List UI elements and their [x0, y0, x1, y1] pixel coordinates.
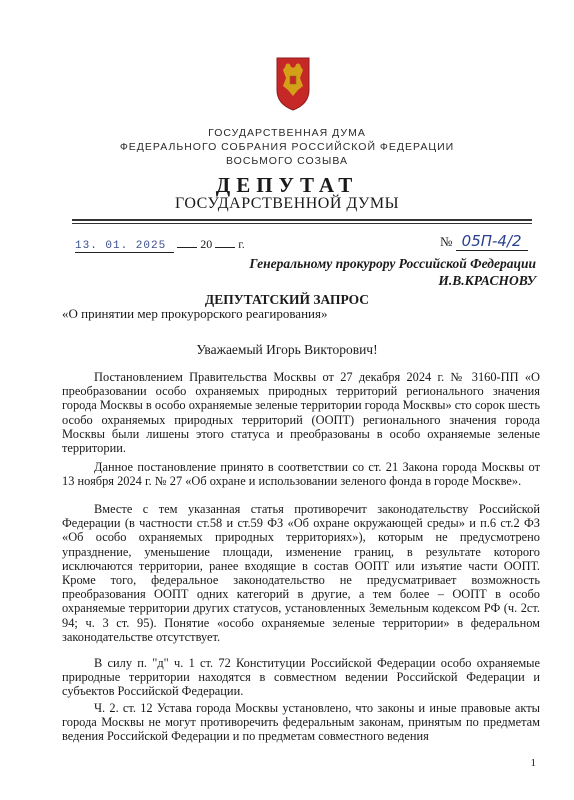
- outgoing-number: [440, 232, 528, 250]
- org-line-assembly: ФЕДЕРАЛЬНОГО СОБРАНИЯ РОССИЙСКОЙ ФЕДЕРАЦИИ: [119, 141, 455, 153]
- paragraph: В силу п. "д" ч. 1 ст. 72 Конституции Российской Федерации особо охраняемые природные территории находятся в совместном ведении Российской Федерации и субъектов Российской Федерации.: [62, 656, 540, 699]
- header-divider-thin: [72, 223, 532, 224]
- org-line-duma: ГОСУДАРСТВЕННАЯ ДУМА: [208, 127, 366, 139]
- addressee-position: Генеральному прокурору Российской Федерации: [249, 256, 536, 271]
- page-number: 1: [530, 757, 536, 769]
- letterhead-subtitle: ГОСУДАРСТВЕННОЙ ДУМЫ: [174, 195, 400, 212]
- document-subject: «О принятии мер прокурорского реагирования»: [62, 306, 328, 321]
- date-line: [75, 237, 245, 253]
- header-divider-thick: [72, 219, 532, 221]
- paragraph: Постановлением Правительства Москвы от 27 декабря 2024 г. № 3160-ПП «О преобразовании особо охраняемых природных территорий регионального значения города Москвы в особо охраняемые зеленые территории города Москвы» сто сорок шесть особо охраняемых природных территорий (ООПТ) регионального значения города Москвы были лишены этого статуса и преобразованы в особо охраняемые зеленые территории.: [62, 370, 540, 456]
- paragraph: Вместе с тем указанная статья противоречит законодательству Российской Федерации (в частности ст.58 и ст.59 ФЗ «Об охране окружающей среды» и п.6 ст.2 ФЗ «Об особо охраняемых природных территориях»), которым не предусмотрено упразднение, уменьшение площади, изменение границ, в результате которого исключаются территории, ранее входящие в состав ООПТ или изъятие части ООПТ. Кроме того, федеральное законодательство не предусматривает возможность преобразования ООПТ одних категорий в другие, а тем более – ООПТ в особо охраняемые территории других статусов, установленных Земельным кодексом РФ (ч. 2ст. 94; ч. 3 ст. 95). Понятие «особо охраняемые зеленые территории» в федеральном законодательстве отсутствует.: [62, 502, 540, 644]
- paragraph: Ч. 2. ст. 12 Устава города Москвы установлено, что законы и иные правовые акты города Москвы не могут противоречить федеральным законам, принятым по предметам ведения Российской Федерации и по предметам совместного ведения: [62, 701, 540, 744]
- date-suffix: г.: [238, 237, 245, 251]
- date-stamp: 13. 01. 2025: [75, 240, 167, 252]
- number-label: №: [440, 234, 453, 249]
- addressee-name: И.В.КРАСНОВУ: [438, 273, 536, 288]
- paragraph: Данное постановление принято в соответствии со ст. 21 Закона города Москвы от 13 ноября 2024 г. № 27 «Об охране и использовании зеленого фонда в городе Москве».: [62, 460, 540, 489]
- document-type-heading: ДЕПУТАТСКИЙ ЗАПРОС: [204, 292, 370, 307]
- number-value: 05П-4/2: [456, 232, 528, 251]
- greeting: Уважаемый Игорь Викторович!: [196, 342, 378, 357]
- org-line-convocation: ВОСЬМОГО СОЗЫВА: [226, 155, 348, 167]
- coat-of-arms-emblem: [275, 56, 311, 112]
- letterhead-title: ДЕПУТАТ: [215, 173, 359, 197]
- date-year: 20: [200, 237, 213, 251]
